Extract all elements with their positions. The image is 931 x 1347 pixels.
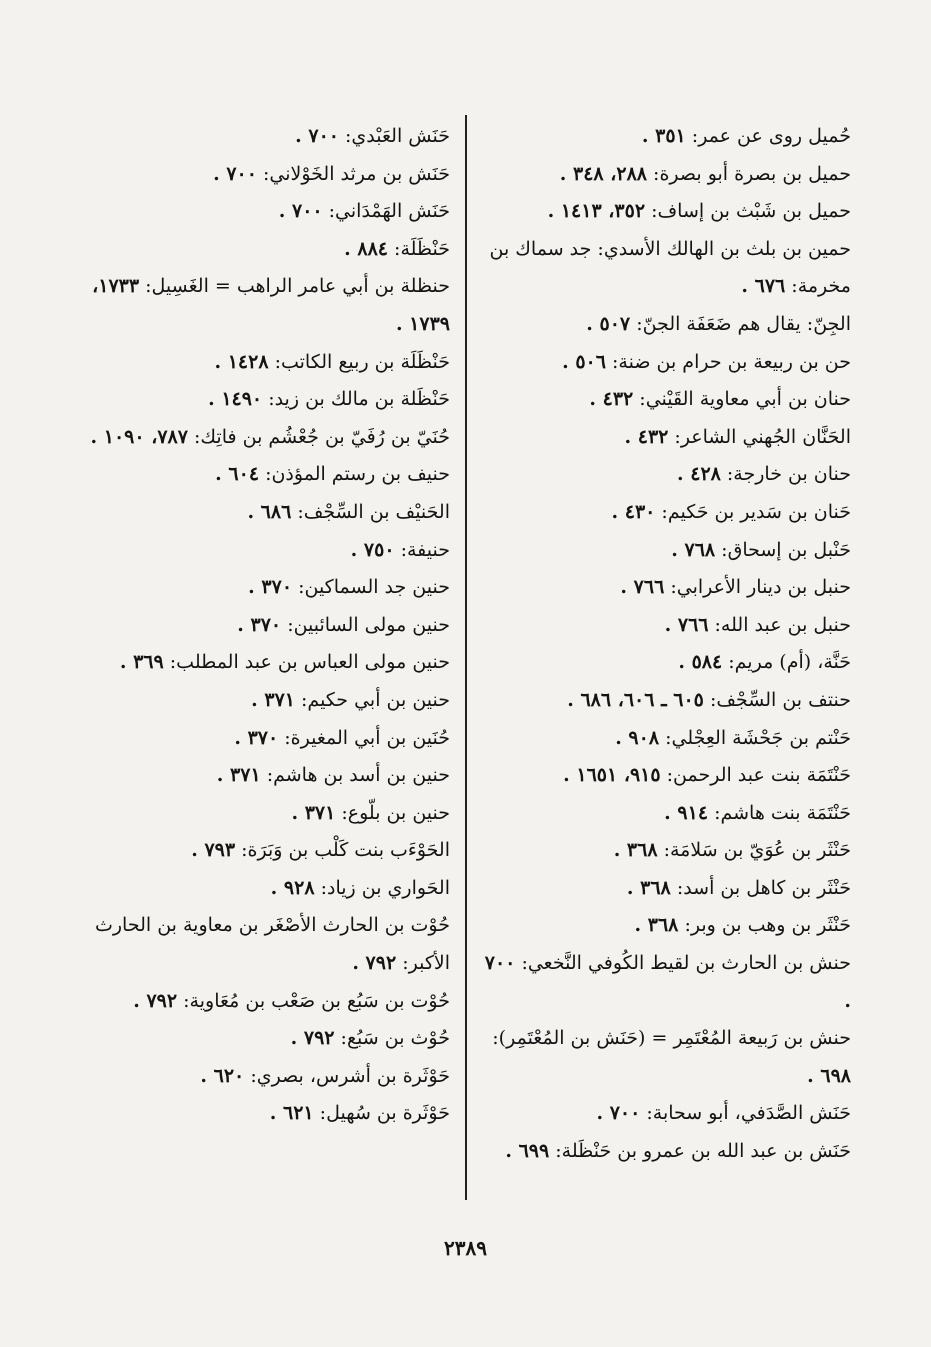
index-entry: [77, 344, 450, 382]
entry-page-refs: ٤٢٨ .: [677, 463, 721, 486]
entry-page-refs: ٣٥٢، ١٤١٣ .: [547, 200, 646, 223]
index-entry: [479, 682, 851, 720]
entry-page-refs: ٨٨٤ .: [344, 237, 388, 260]
entry-page-refs: ٧٩٢ .: [133, 989, 178, 1012]
entry-page-refs: ٧٩٣ .: [191, 839, 236, 862]
entry-name: حَنَش العَبْدي:: [345, 125, 450, 147]
entry-name: حنين مولى العباس بن عبد المطلب:: [169, 651, 450, 674]
entry-name: حَنَش بن مرثد الخَوْلاني:: [262, 162, 450, 185]
index-entry: [479, 907, 851, 945]
entry-page-refs: ٥٨٤ .: [678, 651, 723, 674]
index-entry: [77, 156, 450, 194]
entry-name: الجِنّ: يقال هم ضَعَفَة الجنّ:: [636, 312, 851, 335]
entry-page-refs: ٣٥١ .: [641, 125, 686, 147]
entry-name: حنين جد السماكين:: [298, 576, 450, 599]
index-entry: [77, 870, 450, 908]
entry-page-refs: ٦٠٥ ـ ٦٠٦، ٦٨٦ .: [567, 688, 704, 711]
entry-name: حنيفة:: [400, 538, 450, 561]
entry-page-refs: ٩٠٨ .: [615, 726, 660, 749]
entry-page-refs: ٣٧١ .: [251, 688, 295, 711]
entry-name: حَنْثَر بن كاهل بن أسد:: [676, 876, 851, 899]
entry-page-refs: ٦٩٩ .: [505, 1140, 550, 1163]
entry-name: حُوْت بن سَبُع بن صَعْب بن مُعَاوية:: [183, 989, 450, 1012]
entry-page-refs: ٩١٤ .: [664, 801, 709, 824]
entry-name: حَنْثَر بن عُوَيّ بن سَلامَة:: [663, 839, 851, 862]
page-number: ٢٣٨٩: [444, 1236, 487, 1260]
index-entry: [77, 231, 450, 269]
entry-page-refs: ٣٦٨ .: [613, 839, 658, 862]
entry-page-refs: ٧٥٠ .: [350, 538, 395, 561]
index-entry: [479, 344, 851, 382]
entry-page-refs: ٧٠٠ .: [484, 952, 851, 1012]
index-entry: [77, 757, 450, 795]
entry-page-refs: ٧٦٦ .: [664, 613, 709, 636]
index-entry: [77, 193, 450, 231]
entry-page-refs: ٧٨٧، ١٠٩٠ .: [90, 425, 188, 448]
index-entry: [479, 494, 851, 532]
index-entry: [479, 456, 851, 494]
index-entry: [77, 907, 450, 982]
entry-page-refs: ٧٠٠ .: [278, 200, 323, 223]
index-entry: [479, 795, 851, 833]
entry-name: حُنَين بن أبي المغيرة:: [284, 726, 450, 749]
index-entry: [479, 832, 851, 870]
entry-name: حميل بن بصرة أبو بصرة:: [653, 162, 851, 185]
index-entry: [77, 795, 450, 833]
index-entry: [77, 1020, 450, 1058]
entry-page-refs: ٣٧٠ .: [237, 613, 282, 636]
entry-name: حَنْثَر بن وهب بن وبر:: [684, 914, 851, 937]
index-entry: [479, 231, 851, 306]
entry-name: حَنان بن سَدير بن حَكيم:: [661, 500, 851, 523]
index-entry: [77, 682, 450, 720]
index-entry: [479, 156, 851, 194]
entry-name: حَنْتَمَة بنت عبد الرحمن:: [666, 764, 851, 787]
entry-page-refs: ٧٩٢ .: [290, 1027, 335, 1050]
index-entry: [77, 419, 450, 457]
entry-name: حَنْتم بن جَحْشَة العِجْلي:: [665, 726, 851, 749]
entry-page-refs: ٧٦٨ .: [671, 538, 716, 561]
entry-name: حُميل روى عن عمر:: [691, 125, 851, 147]
entry-name: حنبل بن دينار الأعرابي:: [670, 576, 851, 599]
entry-page-refs: ١٧٣٣، ١٧٣٩ .: [92, 275, 450, 335]
index-entry: [77, 720, 450, 758]
index-entry: [479, 569, 851, 607]
entry-page-refs: ٦٢١ .: [269, 1102, 314, 1125]
entry-name: الحَوْءَب بنت كَلْب بن وَبَرَة:: [241, 839, 450, 862]
entry-name: حَنْظَلَة بن ربيع الكاتب:: [274, 350, 450, 373]
entry-page-refs: ٧٦٦ .: [620, 576, 665, 599]
entry-page-refs: ٣٧١ .: [216, 764, 261, 787]
entry-name: حُوْث بن سَبُع:: [340, 1027, 450, 1050]
entry-page-refs: ٣٦٨ .: [634, 914, 679, 937]
entry-page-refs: ٦٧٦ .: [741, 275, 786, 298]
entry-name: حَنْبل بن إسحاق:: [721, 538, 851, 561]
entry-name: الحَنيْف بن السِّجْف:: [297, 500, 450, 523]
index-column-right: [479, 118, 851, 1171]
index-entry: [479, 118, 851, 156]
entry-name: حُنَيّ بن رُفَيّ بن جُعْشُم بن فاتِك:: [194, 425, 450, 448]
index-entry: [77, 456, 450, 494]
entry-page-refs: ٧٩٢ .: [352, 952, 397, 975]
entry-page-refs: ٥٠٧ .: [586, 312, 631, 335]
entry-name: حَنْظَلة بن مالك بن زيد:: [268, 388, 450, 411]
index-entry: [479, 306, 851, 344]
entry-page-refs: ٤٣٢ .: [624, 425, 669, 448]
index-entry: [77, 1058, 450, 1096]
index-entry: [77, 268, 450, 343]
entry-page-refs: ٣٦٩ .: [119, 651, 164, 674]
entry-name: حنش بن الحارث بن لقيط الكُوفي النَّخعي:: [521, 952, 851, 975]
entry-page-refs: ٤٣٢ .: [589, 388, 634, 411]
entry-name: حَوْثَرة بن سُهيل:: [319, 1102, 450, 1125]
entry-page-refs: ٦٨٦ .: [247, 500, 292, 523]
index-entry: [479, 607, 851, 645]
entry-name: حَنْظَلَة:: [394, 237, 450, 260]
index-entry: [479, 419, 851, 457]
entry-name: حنين مولى السائبين:: [287, 613, 450, 636]
index-entry: [77, 1095, 450, 1133]
entry-page-refs: ١٤٩٠ .: [208, 388, 263, 411]
index-entry: [479, 193, 851, 231]
entry-name: حنين بن أبي حكيم:: [301, 688, 450, 711]
index-entry: [479, 1095, 851, 1133]
column-divider: [465, 115, 467, 1200]
entry-page-refs: ٢٨٨، ٣٤٨ .: [559, 162, 647, 185]
entry-name: حنان بن أبي معاوية القَيْني:: [639, 388, 851, 411]
index-entry: [77, 983, 450, 1021]
entry-name: حنتف بن السِّجْف:: [709, 688, 851, 711]
entry-name: حنان بن خارجة:: [726, 463, 851, 486]
entry-page-refs: ١٤٢٨ .: [214, 350, 269, 373]
entry-page-refs: ٧٠٠ .: [596, 1102, 641, 1125]
entry-name: حَنْتَمَة بنت هاشم:: [714, 801, 851, 824]
index-entry: [77, 569, 450, 607]
entry-name: حنين بن بلّوع:: [341, 801, 450, 824]
entry-name: حنش بن رَبيعة المُعْتَمِر = (حَنَش بن المُعْتَمِر):: [492, 1027, 851, 1050]
entry-name: الحَنَّان الجُهني الشاعر:: [674, 425, 851, 448]
index-entry: [77, 644, 450, 682]
entry-page-refs: ٦٢٠ .: [200, 1064, 245, 1087]
entry-name: حَنَش الهَمْدَاني:: [328, 200, 450, 223]
entry-name: حَنَش بن عبد الله بن عمرو بن حَنْظَلة:: [555, 1140, 851, 1163]
entry-name: حنيف بن رستم المؤذن:: [265, 463, 450, 486]
index-entry: [479, 381, 851, 419]
entry-name: حمين بن بلث بن الهالك الأسدي: جد سماك بن مخرمة:: [489, 237, 851, 298]
entry-page-refs: ٥٠٦ .: [562, 350, 606, 373]
entry-name: حميل بن شَبْث بن إساف:: [651, 200, 851, 223]
entry-page-refs: ٣٧١ .: [291, 801, 336, 824]
entry-page-refs: ٧٠٠ .: [295, 125, 339, 147]
index-entry: [77, 532, 450, 570]
index-entry: [77, 832, 450, 870]
index-entry: [479, 720, 851, 758]
entry-name: حن بن ربيعة بن حرام بن ضنة:: [612, 350, 851, 373]
entry-name: حنظلة بن أبي عامر الراهب = الغَسِيل:: [145, 275, 450, 298]
entry-name: حَنَّة، (أم) مريم:: [728, 651, 851, 674]
entry-name: حنبل بن عبد الله:: [714, 613, 851, 636]
index-entry: [77, 607, 450, 645]
entry-page-refs: ٩١٥، ١٦٥١ .: [563, 764, 661, 787]
entry-page-refs: ٦٠٤ .: [215, 463, 260, 486]
entry-page-refs: ٩٢٨ .: [270, 876, 315, 899]
entry-name: حَوْثَرة بن أشرس، بصري:: [250, 1064, 450, 1087]
index-column-left: [77, 118, 450, 1133]
index-entry: [77, 381, 450, 419]
index-entry: [479, 945, 851, 1020]
index-entry: [479, 1020, 851, 1095]
index-entry: [479, 532, 851, 570]
index-entry: [479, 757, 851, 795]
entry-page-refs: ٧٠٠ .: [213, 162, 257, 185]
entry-name: الحَواري بن زياد:: [320, 876, 450, 899]
index-entry: [479, 1133, 851, 1171]
entry-page-refs: ٦٩٨ .: [807, 1064, 851, 1087]
entry-page-refs: ٣٦٨ .: [626, 876, 671, 899]
entry-name: حنين بن أسد بن هاشم:: [266, 764, 450, 787]
entry-page-refs: ٣٧٠ .: [248, 576, 293, 599]
entry-name: حَنَش الصَّدَفي، أبو سحابة:: [646, 1102, 851, 1125]
entry-name: حُوْت بن الحارث الأصْغَر بن معاوية بن الحارث الأكبر:: [94, 914, 450, 975]
index-entry: [77, 494, 450, 532]
index-entry: [479, 644, 851, 682]
index-entry: [77, 118, 450, 156]
entry-page-refs: ٣٧٠ .: [234, 726, 279, 749]
entry-page-refs: ٤٣٠ .: [611, 500, 656, 523]
index-entry: [479, 870, 851, 908]
